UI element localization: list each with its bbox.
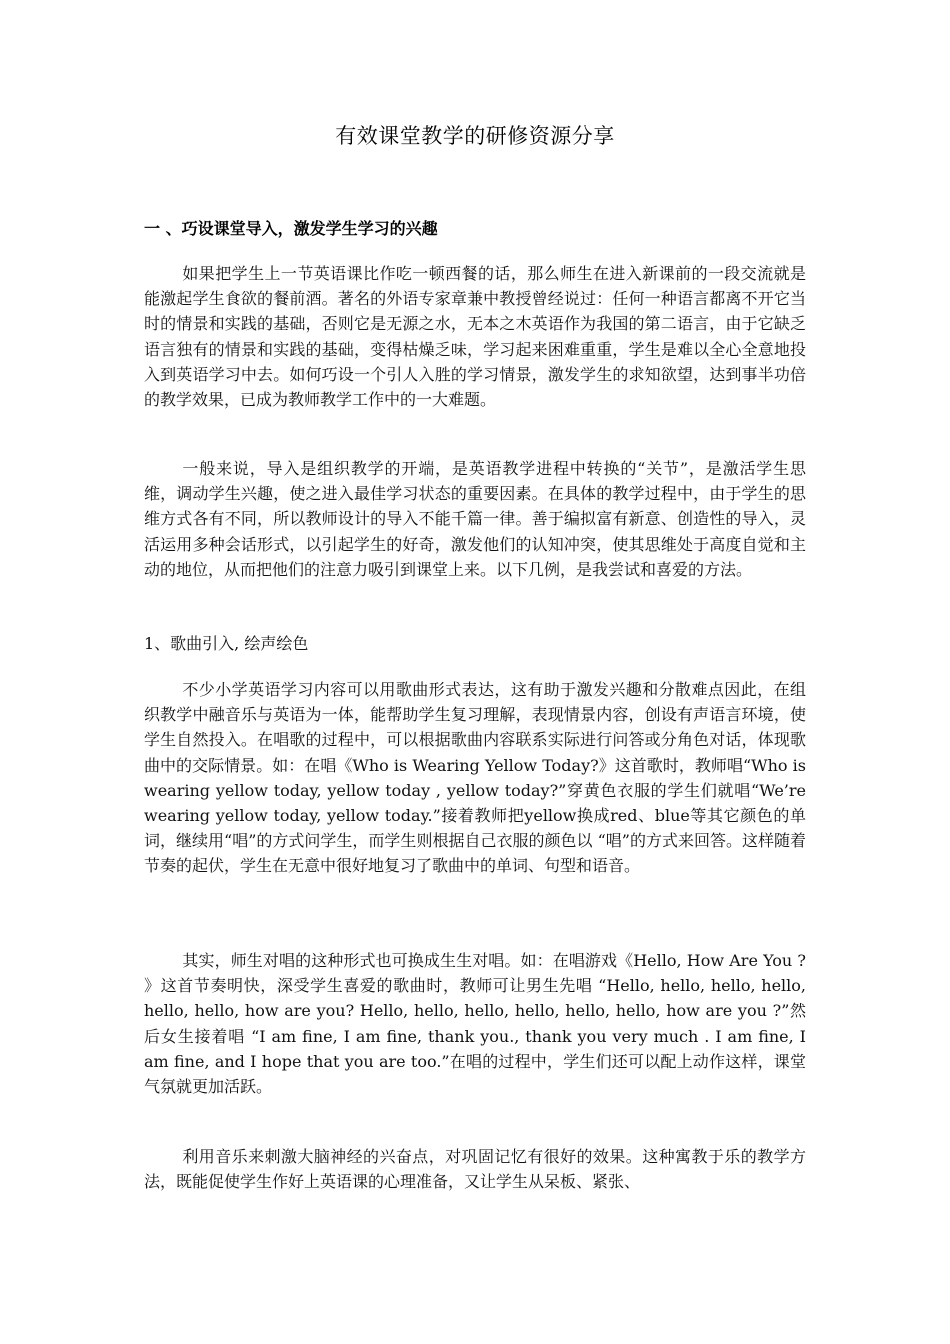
paragraph-duet: 其实，师生对唱的这种形式也可换成生生对唱。如：在唱游戏《Hello, How Are You ? 》这首节奏明快，深受学生喜爱的歌曲时，教师可让男生先唱 “Hello, hello, hello, hello, hello, hello, how are you? Hello, hello, hello, hello, hello, hello, how are you ?”然后女生接着唱 “I am fine, I am fine, thank you., thank you very much . I am fine, I am fine, and I hope that you are too.”在唱的过程中，学生们还可以配上动作这样，课堂气氛就更加活跃。 (144, 951, 807, 1097)
subsection-heading: 1、歌曲引入, 绘声绘色 (144, 634, 309, 653)
section-heading: 一 、巧设课堂导入，激发学生学习的兴趣 (144, 219, 438, 238)
document-title: 有效课堂教学的研修资源分享 (335, 124, 615, 148)
paragraph-lead-in: 一般来说，导入是组织教学的开端，是英语教学进程中转换的“关节”，是激活学生思维，调动学生兴趣，使之进入最佳学习状态的重要因素。在具体的教学过程中，由于学生的思维方式各有不同，所以教师设计的导入不能千篇一律。善于编拟富有新意、创造性的导入，灵活运用多种会话形式，以引起学生的好奇，激发他们的认知冲突，使其思维处于高度自觉和主动的地位，从而把他们的注意力吸引到课堂上来。以下几例，是我尝试和喜爱的方法。 (144, 459, 806, 579)
paragraph-music-effect: 利用音乐来刺激大脑神经的兴奋点，对巩固记忆有很好的效果。这种寓教于乐的教学方法，既能促使学生作好上英语课的心理准备，又让学生从呆板、紧张、 (144, 1147, 806, 1192)
paragraph-intro: 如果把学生上一节英语课比作吃一顿西餐的话，那么师生在进入新课前的一段交流就是能激起学生食欲的餐前酒。著名的外语专家章兼中教授曾经说过：任何一种语言都离不开它当时的情景和实践的基础，否则它是无源之水，无本之木英语作为我国的第二语言，由于它缺乏语言独有的情景和实践的基础，变得枯燥乏味，学习起来困难重重，学生是难以全心全意地投入到英语学习中去。如何巧设一个引人入胜的学习情景，激发学生的求知欲望，达到事半功倍的教学效果，已成为教师教学工作中的一大难题。 (144, 264, 806, 410)
paragraph-songs: 不少小学英语学习内容可以用歌曲形式表达，这有助于激发兴趣和分散难点因此，在组织教学中融音乐与英语为一体，能帮助学生复习理解，表现情景内容，创设有声语言环境，使学生自然投入。在唱歌的过程中，可以根据歌曲内容联系实际进行问答或分角色对话，体现歌曲中的交际情景。如：在唱《Who is Wearing Yellow Today?》这首歌时，教师唱“Who is wearing yellow today, yellow today , yellow today?”穿黄色衣服的学生们就唱“We’re wearing yellow today, yellow today.”接着教师把yellow换成red、blue等其它颜色的单词，继续用“唱”的方式问学生，而学生则根据自己衣服的颜色以 “唱”的方式来回答。这样随着节奏的起伏，学生在无意中很好地复习了歌曲中的单词、句型和语音。 (144, 680, 806, 876)
